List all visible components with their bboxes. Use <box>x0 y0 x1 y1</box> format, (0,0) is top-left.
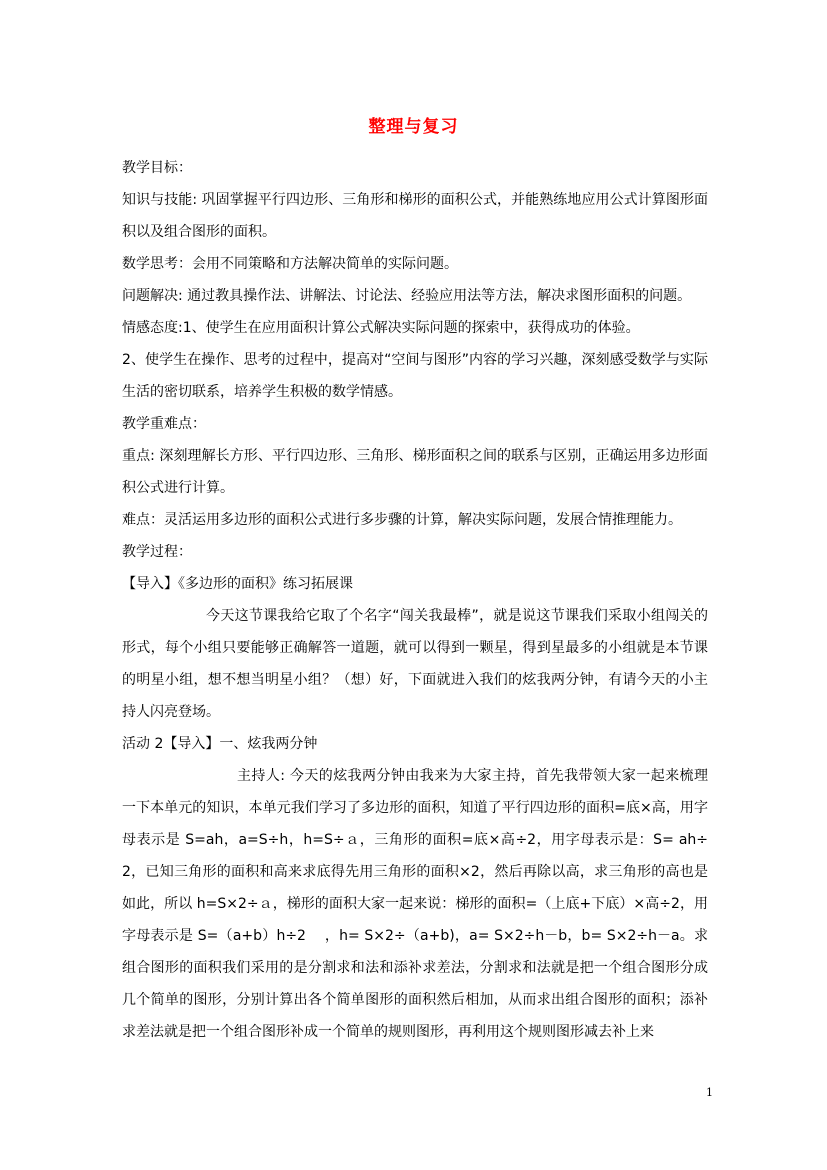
paragraph-key-points-heading: 教学重难点： <box>122 416 206 432</box>
paragraph-difficult-point: 难点：灵活运用多边形的面积公式进行多步骤的计算，解决实际问题，发展合情推理能力。 <box>122 512 682 528</box>
paragraph-host-text: 主持人: 今天的炫我两分钟由我来为大家主持，首先我带领大家一起来梳理一下本单元的知识，本单元我们学习了多边形的面积，知道了平行四边形的面积=底×高，用字母表示是 S=ah，a=S÷h，h=S÷ａ，三角形的面积=底×高÷2，用字母表示是：S= ah÷2，已知三角形的面积和高来求底得先用三角形的面积×2，然后再除以高，求三角形的高也是如此，所以 h=S×2÷ａ，梯形的面积大家一起来说：梯形的面积=（上底+下底）×高÷2，用字母表示是 S=（a+b）h÷2 ，h= S×2÷（a+b)，a= S×2÷h－b，b= S×2÷h－a。求组合图形的面积我们采用的是分割求和法和添补求差法，分割求和法就是把一个组合图形分成几个简单的图形，分别计算出各个简单图形的面积然后相加，从而求出组合图形的面积；添补求差法就是把一个组合图形补成一个简单的规则图形，再利用这个规则图形减去补上来 <box>122 768 708 1040</box>
paragraph-math-thinking: 数学思考：会用不同策略和方法解决简单的实际问题。 <box>122 256 458 272</box>
page-number: 1 <box>706 1086 713 1099</box>
paragraph-emotion-attitude: 情感态度:1、使学生在应用面积计算公式解决实际问题的探索中，获得成功的体验。 <box>122 320 640 336</box>
paragraph-intro-text: 今天这节课我给它取了个名字“闯关我最棒”，就是说这节课我们采取小组闯关的形式，每个小组只要能够正确解答一道题，就可以得到一颗星，得到星最多的小组就是本节课的明星小组，想不想当明星小组？（想）好，下面就进入我们的炫我两分钟，有请今天的小主持人闪亮登场。 <box>122 608 708 720</box>
paragraph-key-point: 重点: 深刻理解长方形、平行四边形、三角形、梯形面积之间的联系与区别，正确运用多边形面积公式进行计算。 <box>122 448 708 496</box>
paragraph-problem-solving: 问题解决: 通过教具操作法、讲解法、讨论法、经验应用法等方法，解决求图形面积的问题。 <box>122 288 692 304</box>
document-body <box>122 152 708 1048</box>
paragraph-teaching-goals-heading: 教学目标： <box>122 160 192 176</box>
paragraph-activity-heading: 活动 2【导入】一、炫我两分钟 <box>122 736 318 752</box>
paragraph-intro-heading: 【导入】《多边形的面积》练习拓展课 <box>122 576 353 592</box>
paragraph-emotion-attitude-2: 2、使学生在操作、思考的过程中，提高对“空间与图形”内容的学习兴趣，深刻感受数学与实际生活的密切联系，培养学生积极的数学情感。 <box>122 352 708 400</box>
document-title: 整理与复习 <box>368 117 459 137</box>
paragraph-knowledge-skills: 知识与技能: 巩固掌握平行四边形、三角形和梯形的面积公式，并能熟练地应用公式计算图形面积以及组合图形的面积。 <box>122 192 708 240</box>
paragraph-teaching-process-heading: 教学过程： <box>122 544 192 560</box>
